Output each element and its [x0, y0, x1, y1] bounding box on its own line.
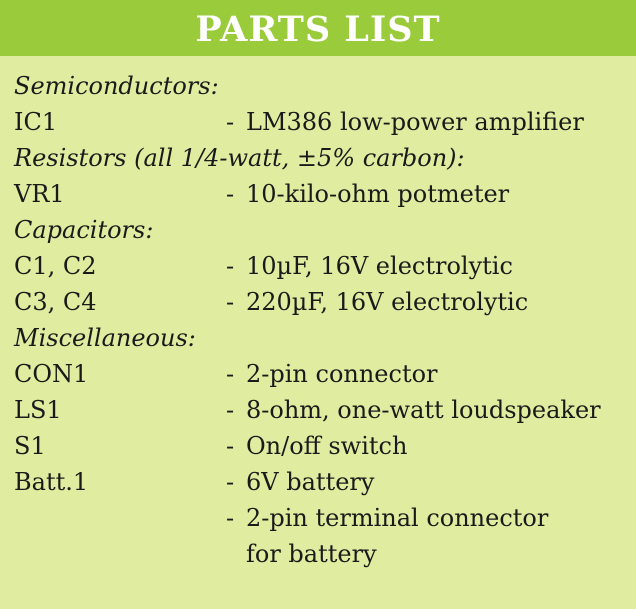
part-description: 6V battery — [246, 468, 375, 496]
part-ref: S1 — [14, 432, 46, 460]
part-row-s1 — [14, 428, 628, 464]
parts-list — [14, 68, 628, 572]
part-ref: VR1 — [14, 180, 65, 208]
part-description: LM386 low-power amplifier — [246, 108, 584, 136]
part-row-ls1 — [14, 392, 628, 428]
part-ref: IC1 — [14, 108, 58, 136]
category-label: Miscellaneous: — [14, 324, 196, 352]
part-dash: - — [226, 396, 235, 424]
part-row-terminal-connector-cont — [14, 536, 628, 572]
page-title: PARTS LIST — [195, 8, 441, 50]
category-semiconductors — [14, 68, 628, 104]
category-label: Capacitors: — [14, 216, 154, 244]
part-row-c3-c4 — [14, 284, 628, 320]
part-row-batt1 — [14, 464, 628, 500]
part-dash: - — [226, 432, 235, 460]
part-description: 2-pin terminal connector — [246, 504, 549, 532]
part-dash: - — [226, 468, 235, 496]
category-resistors — [14, 140, 628, 176]
part-ref: CON1 — [14, 360, 89, 388]
part-dash: - — [226, 108, 235, 136]
part-description: for battery — [246, 540, 377, 568]
category-capacitors — [14, 212, 628, 248]
part-description: 10µF, 16V electrolytic — [246, 252, 513, 280]
part-ref: C1, C2 — [14, 252, 97, 280]
part-dash: - — [226, 252, 235, 280]
part-dash: - — [226, 180, 235, 208]
category-label: Resistors (all 1/4-watt, ±5% carbon): — [14, 144, 465, 172]
part-dash: - — [226, 288, 235, 316]
part-ref: LS1 — [14, 396, 62, 424]
part-description: 8-ohm, one-watt loudspeaker — [246, 396, 601, 424]
part-ref: Batt.1 — [14, 468, 89, 496]
part-row-vr1 — [14, 176, 628, 212]
part-row-c1-c2 — [14, 248, 628, 284]
part-row-ic1 — [14, 104, 628, 140]
parts-list-header — [0, 0, 636, 56]
part-row-terminal-connector — [14, 500, 628, 536]
part-row-con1 — [14, 356, 628, 392]
part-dash: - — [226, 360, 235, 388]
part-description: 10-kilo-ohm potmeter — [246, 180, 510, 208]
part-description: On/off switch — [246, 432, 408, 460]
category-miscellaneous — [14, 320, 628, 356]
part-description: 220µF, 16V electrolytic — [246, 288, 529, 316]
part-dash: - — [226, 504, 235, 532]
category-label: Semiconductors: — [14, 72, 219, 100]
part-description: 2-pin connector — [246, 360, 438, 388]
part-ref: C3, C4 — [14, 288, 97, 316]
